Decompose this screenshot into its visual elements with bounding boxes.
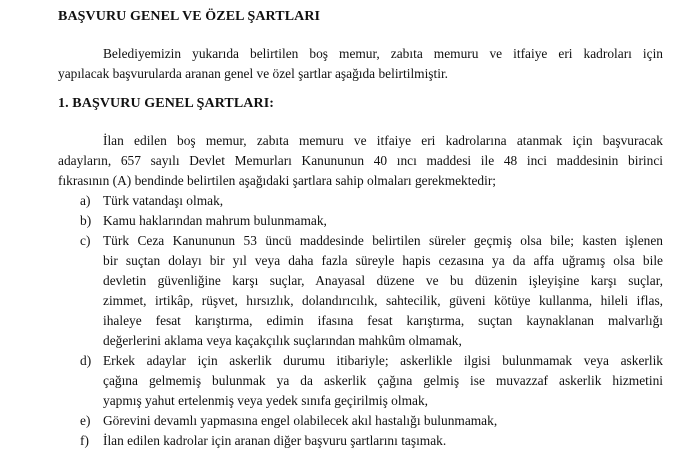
list-item-marker-b: b)	[80, 213, 92, 228]
list-item-c-line-1: Türk Ceza Kanununun 53 üncü maddesinde belirtilen süreler geçmiş olsa bile; kasten işlenen	[103, 233, 663, 248]
list-item-b-line-1: Kamu haklarından mahrum bulunmamak,	[103, 213, 327, 228]
list-item-marker-c: c)	[80, 233, 91, 248]
list-item-a-line-1: Türk vatandaşı olmak,	[103, 193, 224, 208]
intro-line-1: Belediyemizin yukarıda belirtilen boş memur, zabıta memuru ve itfaiye eri kadroları için	[103, 46, 663, 61]
list-item-d-line-2: çağına gelmemiş bulunmak ya da askerlik çağına gelmiş ise muvazzaf askerlik hizmetini	[103, 373, 663, 388]
paragraph-line-2: adayların, 657 sayılı Devlet Memurları Kanununun 40 ıncı maddesi ile 48 inci maddesinin birinci	[58, 153, 663, 168]
list-item-marker-f: f)	[80, 433, 89, 448]
intro-line-2: yapılacak başvurularda aranan genel ve özel şartlar aşağıda belirtilmiştir.	[58, 66, 449, 81]
list-item-f-line-1: İlan edilen kadrolar için aranan diğer başvuru şartlarını taşımak.	[103, 433, 447, 448]
list-item-marker-a: a)	[80, 193, 91, 208]
document-title: BAŞVURU GENEL VE ÖZEL ŞARTLARI	[58, 9, 321, 24]
list-item-c-line-2: bir suçtan dolayı bir yıl veya daha fazla süreyle hapis cezasına ya da affa uğramış olsa bile	[103, 253, 663, 268]
list-item-c-line-3: devletin güvenliğine karşı suçlar, Anayasal düzene ve bu düzenin işleyişine karşı suçlar,	[103, 273, 663, 288]
list-item-d-line-1: Erkek adaylar için askerlik durumu itibariyle; askerlikle ilgisi bulunmamak veya askerlik	[103, 353, 663, 368]
list-item-marker-e: e)	[80, 413, 91, 428]
list-item-c-line-6: değerlerini aklama veya kaçakçılık suçlarından mahkûm olmamak,	[103, 333, 462, 348]
paragraph-line-3: fıkrasının (A) bendinde belirtilen aşağıdaki şartlara sahip olmaları gerekmektedir;	[58, 173, 497, 188]
list-item-c-line-5: ihaleye fesat karıştırma, edimin ifasına fesat karıştırma, suçtan kaynaklanan malvarlığı	[103, 313, 663, 328]
list-item-e-line-1: Görevini devamlı yapmasına engel olabilecek akıl hastalığı bulunmamak,	[103, 413, 498, 428]
list-item-c-line-4: zimmet, irtikâp, rüşvet, hırsızlık, dolandırıcılık, sahtecilik, güveni kötüye kullanma, hileli iflas,	[103, 293, 663, 308]
list-item-marker-d: d)	[80, 353, 92, 368]
list-item-d-line-3: yapmış yahut ertelenmiş veya yedek sınıfa geçirilmiş olmak,	[103, 393, 429, 408]
paragraph-line-1: İlan edilen boş memur, zabıta memuru ve itfaiye eri kadrolarına atanmak için başvuracak	[103, 133, 663, 148]
section-heading: 1. BAŞVURU GENEL ŞARTLARI:	[58, 96, 275, 111]
